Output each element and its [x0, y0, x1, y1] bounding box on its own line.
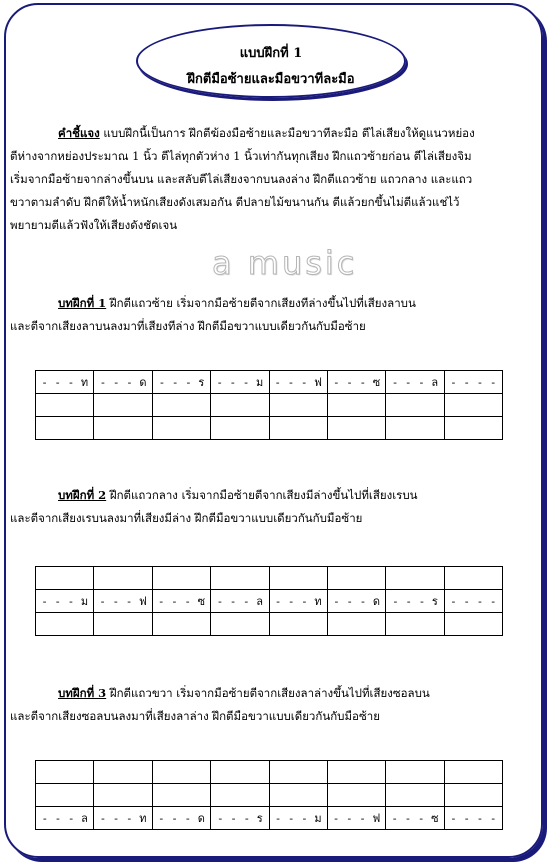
- watermark: a music: [212, 244, 358, 282]
- intro-line-2: ตีห่างจากหย่องประมาณ 1 นิ้ว ตีไล่ทุกตัวห่าง 1 นิ้วเท่ากันทุกเสียง ฝึกแถวซ้ายก่อน ตีไล่เสียงจิม: [10, 149, 472, 163]
- exercise-1-line-1: ฝึกตีแถวซ้าย เริ่มจากมือซ้ายตีจากเสียงทีล่างขึ้นไปที่เสียงลาบน: [106, 296, 416, 310]
- title-line-2: ฝึกตีมือซ้ายและมือขวาทีละมือ: [187, 72, 355, 87]
- note-cell: - - - ซ: [327, 371, 385, 394]
- intro-label: คำชี้แจง: [58, 126, 100, 140]
- exercise-2-label: บทฝึกที่ 2: [58, 488, 107, 502]
- exercise-3-table: [35, 760, 503, 830]
- note-cell: - - - -: [444, 590, 502, 613]
- exercise-2-table: [35, 566, 503, 636]
- note-cell: - - - ม: [36, 590, 94, 613]
- exercise-1-table: [35, 370, 503, 440]
- note-cell: - - - ฟ: [269, 371, 327, 394]
- exercise-2-line-2: และตีจากเสียงเรบนลงมาที่เสียงมีล่าง ฝึกตีมือขวาแบบเดียวกันกับมือซ้าย: [10, 511, 363, 525]
- note-cell: - - - ด: [327, 590, 385, 613]
- note-cell: - - - -: [444, 807, 502, 830]
- note-cell: - - - ล: [386, 371, 444, 394]
- exercise-3-label: บทฝึกที่ 3: [58, 686, 107, 700]
- table-row: [36, 371, 503, 394]
- table-row: [36, 417, 503, 440]
- exercise-1-text: [10, 292, 540, 338]
- note-cell: - - - ร: [152, 371, 210, 394]
- table-row: [36, 784, 503, 807]
- note-cell: - - - ด: [94, 371, 152, 394]
- exercise-3-line-1: ฝึกตีแถวขวา เริ่มจากมือซ้ายตีจากเสียงลาล่างขึ้นไปที่เสียงซอลบน: [106, 686, 430, 700]
- intro-line-5: พยายามตีแล้วฟังให้เสียงดังชัดเจน: [10, 218, 178, 232]
- note-cell: - - - ร: [386, 590, 444, 613]
- note-cell: - - - ม: [211, 371, 269, 394]
- intro-line-3: เริ่มจากมือซ้ายจากล่างขึ้นบน และสลับตีไล่เสียงจากบนลงล่าง ฝึกตีแถวซ้าย แถวกลาง และแถว: [10, 172, 473, 186]
- table-row: [36, 761, 503, 784]
- table-row: [36, 590, 503, 613]
- note-cell: - - - ท: [36, 371, 94, 394]
- exercise-2-line-1: ฝึกตีแถวกลาง เริ่มจากมือซ้ายตีจากเสียงมีล่างขึ้นไปที่เสียงเรบน: [106, 488, 418, 502]
- title-oval: [136, 24, 406, 98]
- intro-line-4: ขวาตามลำดับ ฝึกตีให้น้ำหนักเสียงดังเสมอกัน ตีปลายไม้ขนานกัน ตีแล้วยกขึ้นไม่ตีแล้วแช่ไว้: [10, 195, 460, 209]
- title-line-1: แบบฝึกที่ 1: [239, 46, 303, 61]
- exercise-2-text: [10, 484, 540, 530]
- table-row: [36, 613, 503, 636]
- exercise-1-line-2: และตีจากเสียงลาบนลงมาที่เสียงทีล่าง ฝึกตีมือขวาแบบเดียวกันกับมือซ้าย: [10, 319, 366, 333]
- exercise-3-text: [10, 682, 540, 728]
- note-cell: - - - ล: [36, 807, 94, 830]
- note-cell: - - - ด: [152, 807, 210, 830]
- note-cell: - - - ม: [269, 807, 327, 830]
- note-cell: - - - -: [444, 371, 502, 394]
- exercise-3-line-2: และตีจากเสียงซอลบนลงมาที่เสียงลาล่าง ฝึกตีมือขวาแบบเดียวกันกับมือซ้าย: [10, 709, 380, 723]
- table-row: [36, 807, 503, 830]
- exercise-1-label: บทฝึกที่ 1: [58, 296, 107, 310]
- note-cell: - - - ล: [211, 590, 269, 613]
- intro-line-1: แบบฝึกนี้เป็นการ ฝึกตีฆ้องมือซ้ายและมือขวาทีละมือ ตีไล่เสียงให้ดูแนวหย่อง: [103, 126, 475, 140]
- table-row: [36, 394, 503, 417]
- note-cell: - - - ร: [211, 807, 269, 830]
- note-cell: - - - ฟ: [327, 807, 385, 830]
- note-cell: - - - ท: [94, 807, 152, 830]
- table-row: [36, 567, 503, 590]
- intro-paragraph: [10, 122, 540, 237]
- note-cell: - - - ซ: [152, 590, 210, 613]
- note-cell: - - - ซ: [386, 807, 444, 830]
- note-cell: - - - ฟ: [94, 590, 152, 613]
- note-cell: - - - ท: [269, 590, 327, 613]
